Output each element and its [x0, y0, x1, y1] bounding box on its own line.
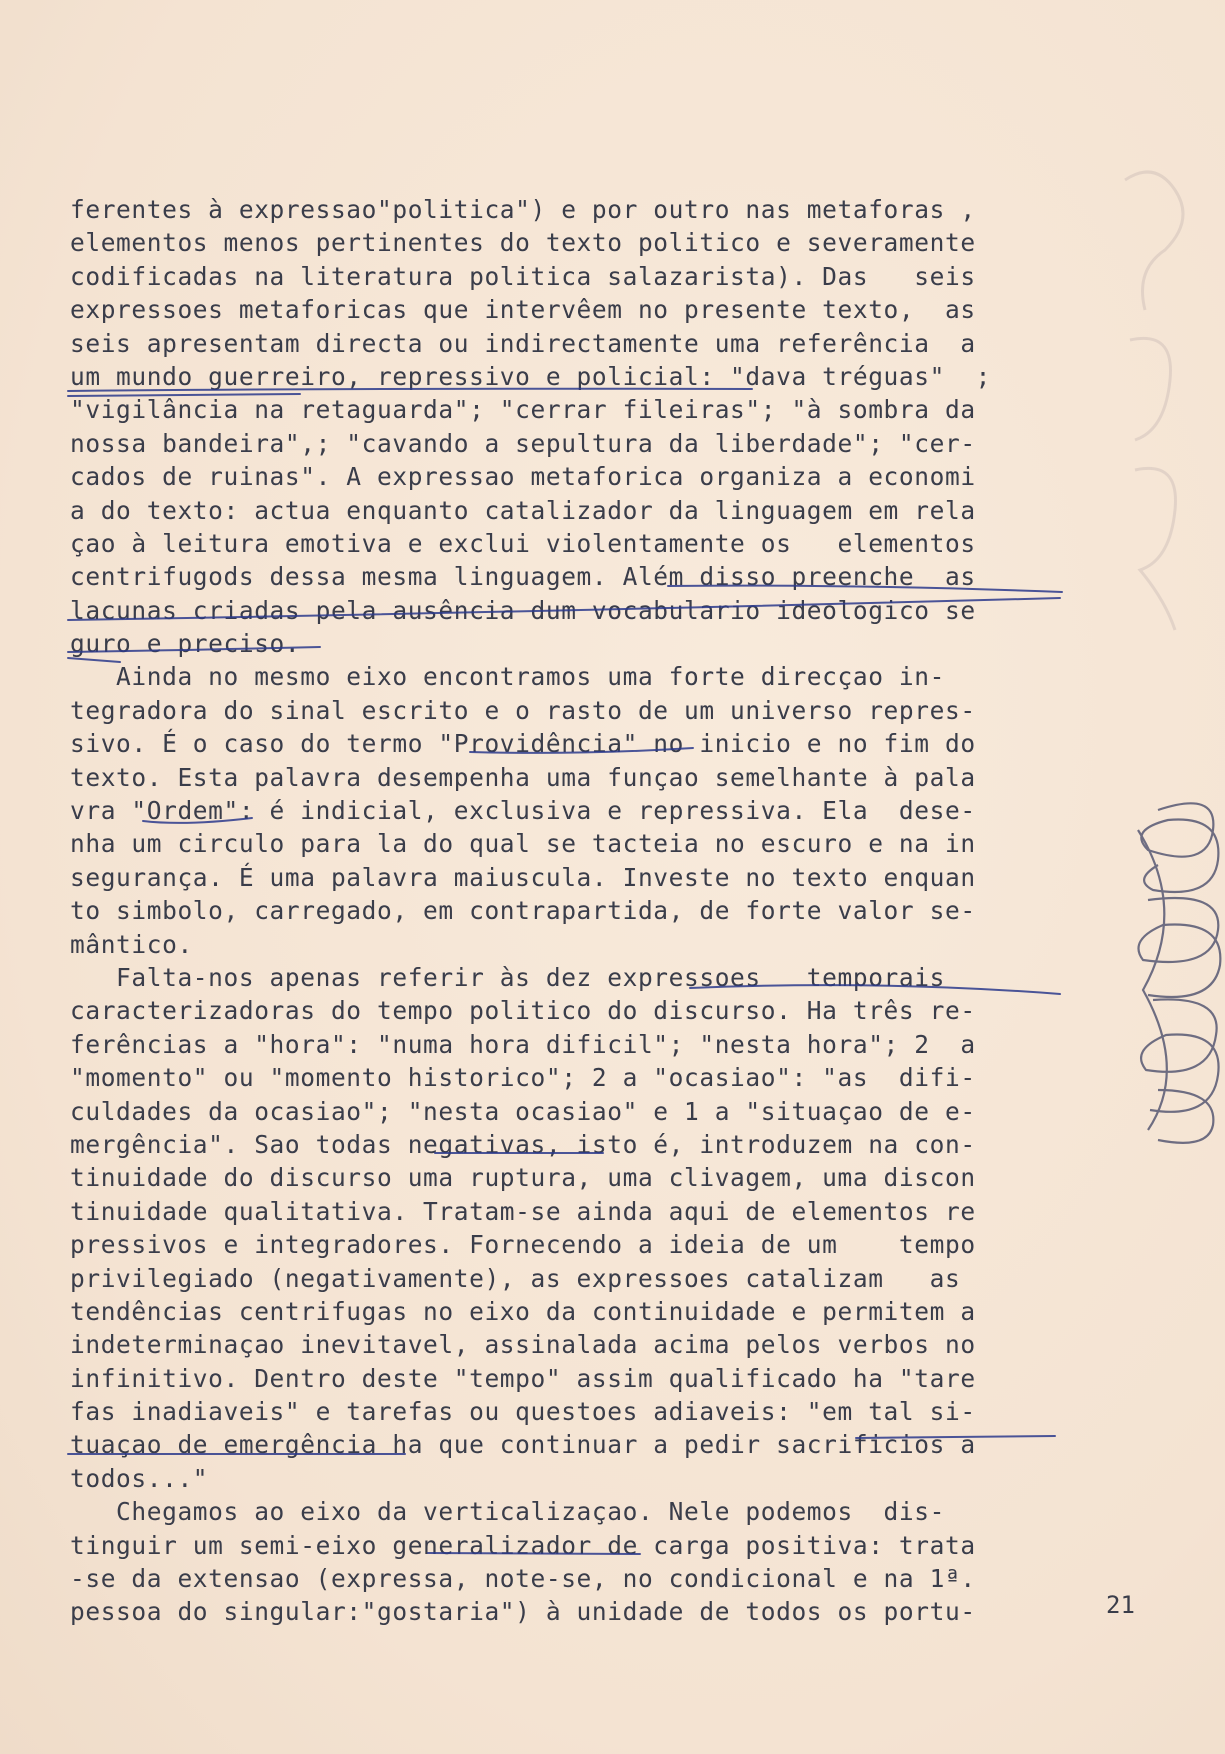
text-line: nha um circulo para la do qual se tacteia no escuro e na in	[70, 829, 976, 859]
text-line: caracterizadoras do tempo politico do discurso. Ha três re-	[70, 996, 976, 1026]
text-line: tegradora do sinal escrito e o rasto de um universo repres-	[70, 695, 976, 725]
text-line: privilegiado (negativamente), as expressoes catalizam as	[70, 1263, 961, 1293]
text-line: tinuidade do discurso uma ruptura, uma clivagem, uma discon	[70, 1163, 976, 1193]
text-line: mergência". Sao todas negativas, isto é, introduzem na con-	[70, 1129, 976, 1159]
text-line: a do texto: actua enquanto catalizador da linguagem em rela	[70, 495, 976, 525]
text-line: segurança. É uma palavra maiuscula. Investe no texto enquan	[70, 862, 976, 892]
text-line: sivo. É o caso do termo "Providência" no inicio e no fim do	[70, 729, 976, 759]
text-line: to simbolo, carregado, em contrapartida, de forte valor se-	[70, 896, 976, 926]
text-line: tuaçao de emergência ha que continuar a pedir sacrificios a	[70, 1430, 976, 1460]
text-line: infinitivo. Dentro deste "tempo" assim qualificado ha "tare	[70, 1363, 976, 1393]
text-line: codificadas na literatura politica salazarista). Das seis	[70, 261, 976, 291]
text-line: indeterminaçao inevitavel, assinalada acima pelos verbos no	[70, 1330, 976, 1360]
text-line: tinguir um semi-eixo generalizador de carga positiva: trata	[70, 1530, 976, 1560]
text-line: çao à leitura emotiva e exclui violentamente os elementos	[70, 528, 976, 558]
text-line: cados de ruinas". A expressao metaforica organiza a economi	[70, 462, 976, 492]
text-line: expressoes metaforicas que intervêem no presente texto, as	[70, 295, 976, 325]
text-line: Chegamos ao eixo da verticalizaçao. Nele podemos dis-	[70, 1497, 945, 1527]
text-line: tendências centrifugas no eixo da continuidade e permitem a	[70, 1296, 976, 1326]
text-line: "vigilância na retaguarda"; "cerrar fileiras"; "à sombra da	[70, 395, 976, 425]
text-line: vra "Ordem": é indicial, exclusiva e repressiva. Ela dese-	[70, 796, 976, 826]
text-line: Ainda no mesmo eixo encontramos uma forte direcçao in-	[70, 662, 945, 692]
faint-stamp	[1105, 140, 1200, 640]
text-line: fas inadiaveis" e tarefas ou questoes adiaveis: "em tal si-	[70, 1397, 976, 1427]
body-text	[70, 193, 1060, 1629]
text-line: mântico.	[70, 929, 193, 959]
text-line: culdades da ocasiao"; "nesta ocasiao" e 1 a "situaçao de e-	[70, 1096, 976, 1126]
text-line: "momento" ou "momento historico"; 2 a "ocasiao": "as difi-	[70, 1063, 976, 1093]
text-line: ferentes à expressao"politica") e por outro nas metaforas ,	[70, 195, 976, 224]
text-line: guro e preciso.	[70, 629, 301, 659]
text-line: ferências a "hora": "numa hora dificil"; "nesta hora"; 2 a	[70, 1029, 976, 1059]
text-line: -se da extensao (expressa, note-se, no condicional e na 1ª.	[70, 1564, 976, 1594]
page-number: 21	[1106, 1591, 1135, 1619]
text-line: seis apresentam directa ou indirectamente uma referência a	[70, 328, 976, 358]
text-line: lacunas criadas pela ausência dum vocabulario ideologico se	[70, 595, 976, 625]
text-line: pessoa do singular:"gostaria") à unidade de todos os portu-	[70, 1597, 976, 1627]
text-line: todos..."	[70, 1463, 209, 1493]
text-line: nossa bandeira",; "cavando a sepultura da liberdade"; "cer-	[70, 428, 976, 458]
text-line: um mundo guerreiro, repressivo e policial: "dava tréguas" ;	[70, 361, 992, 391]
text-line: elementos menos pertinentes do texto politico e severamente	[70, 228, 976, 258]
text-line: centrifugods dessa mesma linguagem. Além disso preenche as	[70, 562, 976, 592]
text-line: tinuidade qualitativa. Tratam-se ainda aqui de elementos re	[70, 1196, 976, 1226]
pen-scribble	[1128, 790, 1225, 1150]
text-line: texto. Esta palavra desempenha uma funçao semelhante à pala	[70, 762, 976, 792]
text-line: Falta-nos apenas referir às dez expressoes temporais	[70, 962, 945, 992]
text-line: pressivos e integradores. Fornecendo a ideia de um tempo	[70, 1230, 976, 1260]
